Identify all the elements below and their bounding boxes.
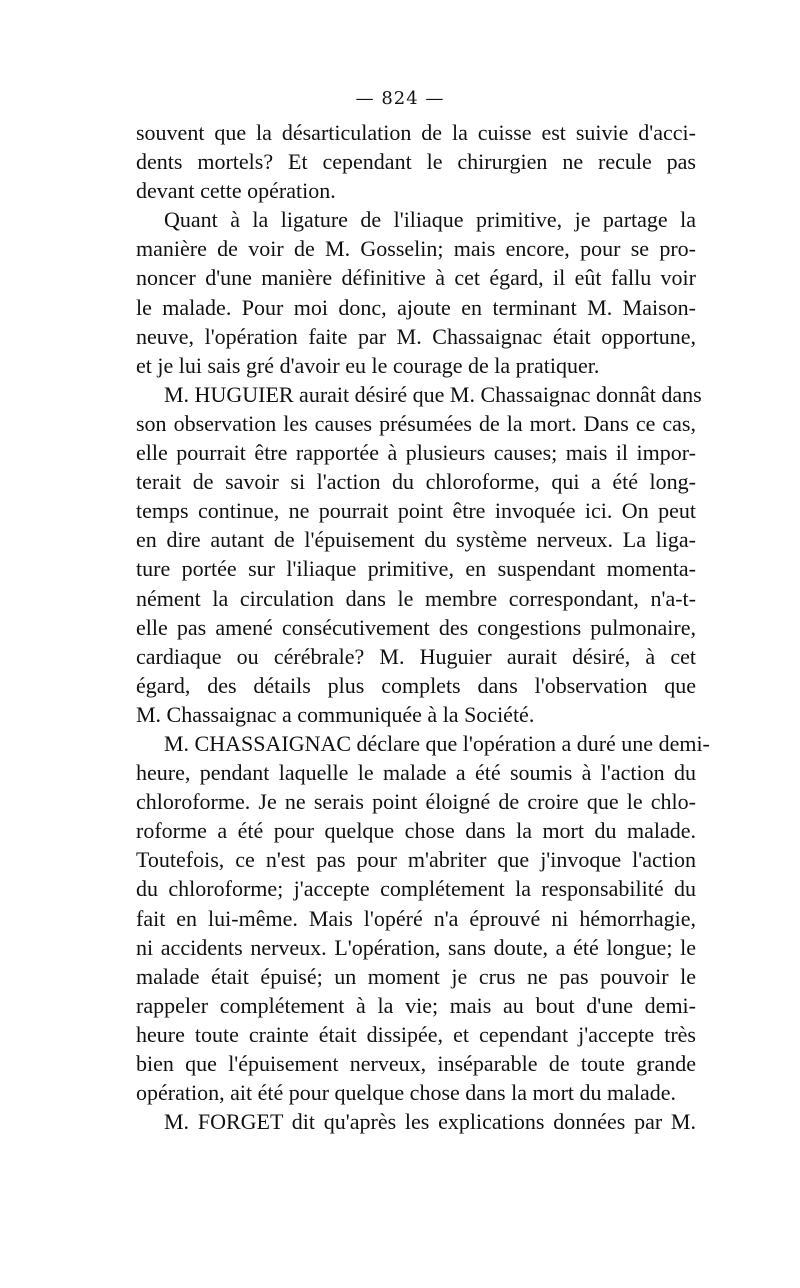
text-line: neuve, l'opération faite par M. Chassaignac était opportune,	[136, 323, 696, 349]
text-line: égard, des détails plus complets dans l'observation que	[136, 672, 696, 698]
text-line: devant cette opération.	[136, 178, 336, 204]
text-line: souvent que la désarticulation de la cuisse est suivie d'acci-	[136, 120, 696, 145]
text-line: du chloroforme; j'accepte complétement la responsabilité du	[136, 876, 696, 902]
text-line: M. HUGUIER aurait désiré que M. Chassaignac donnât dans	[164, 381, 702, 407]
text-line: elle pas amené consécutivement des congestions pulmonaire,	[136, 614, 696, 640]
text-line: le malade. Pour moi donc, ajoute en terminant M. Maison-	[136, 294, 696, 320]
text-line: ni accidents nerveux. L'opération, sans doute, a été longue; le	[136, 934, 696, 960]
text-line: manière de voir de M. Gosselin; mais encore, pour se pro-	[136, 236, 696, 262]
text-line: et je lui sais gré d'avoir eu le courage de la pratiquer.	[136, 352, 600, 378]
text-line: M. CHASSAIGNAC déclare que l'opération a duré une demi-	[164, 730, 710, 756]
text-line: en dire autant de l'épuisement du système nerveux. La liga-	[136, 527, 696, 553]
text-line: chloroforme. Je ne serais point éloigné de croire que le chlo-	[136, 789, 696, 815]
text-line: nément la circulation dans le membre correspondant, n'a-t-	[136, 585, 696, 611]
text-line: son observation les causes présumées de la mort. Dans ce cas,	[136, 410, 696, 436]
text-line: M. FORGET dit qu'après les explications données par M.	[164, 1109, 696, 1135]
text-line: roforme a été pour quelque chose dans la mort du malade.	[136, 818, 696, 844]
text-line: dents mortels? Et cependant le chirurgien ne recule pas	[136, 149, 696, 175]
text-line: elle pourrait être rapportée à plusieurs causes; mais il impor-	[136, 440, 696, 466]
text-line: rappeler complétement à la vie; mais au bout d'une demi-	[136, 992, 696, 1018]
text-line: noncer d'une manière définitive à cet égard, il eût fallu voir	[136, 265, 696, 291]
body-text	[136, 118, 710, 1136]
text-line: ture portée sur l'iliaque primitive, en suspendant momenta-	[136, 556, 696, 582]
text-line: opération, ait été pour quelque chose dans la mort du malade.	[136, 1080, 677, 1106]
text-line: M. Chassaignac a communiquée à la Société.	[136, 701, 535, 727]
text-line: terait de savoir si l'action du chloroforme, qui a été long-	[136, 469, 696, 495]
text-line: cardiaque ou cérébrale? M. Huguier aurait désiré, à cet	[136, 643, 696, 669]
text-line: bien que l'épuisement nerveux, inséparable de toute grande	[136, 1051, 696, 1076]
text-line: heure toute crainte était dissipée, et cependant j'accepte très	[136, 1021, 696, 1047]
text-line: heure, pendant laquelle le malade a été soumis à l'action du	[136, 760, 696, 786]
text-line: Quant à la ligature de l'iliaque primitive, je partage la	[164, 207, 696, 233]
text-line: fait en lui-même. Mais l'opéré n'a éprouvé ni hémorrhagie,	[136, 905, 696, 931]
text-line: temps continue, ne pourrait point être invoquée ici. On peut	[136, 498, 696, 524]
page-number: — 824 —	[355, 88, 445, 109]
text-line: Toutefois, ce n'est pas pour m'abriter que j'invoque l'action	[136, 847, 696, 873]
text-line: malade était épuisé; un moment je crus ne pas pouvoir le	[136, 963, 696, 989]
